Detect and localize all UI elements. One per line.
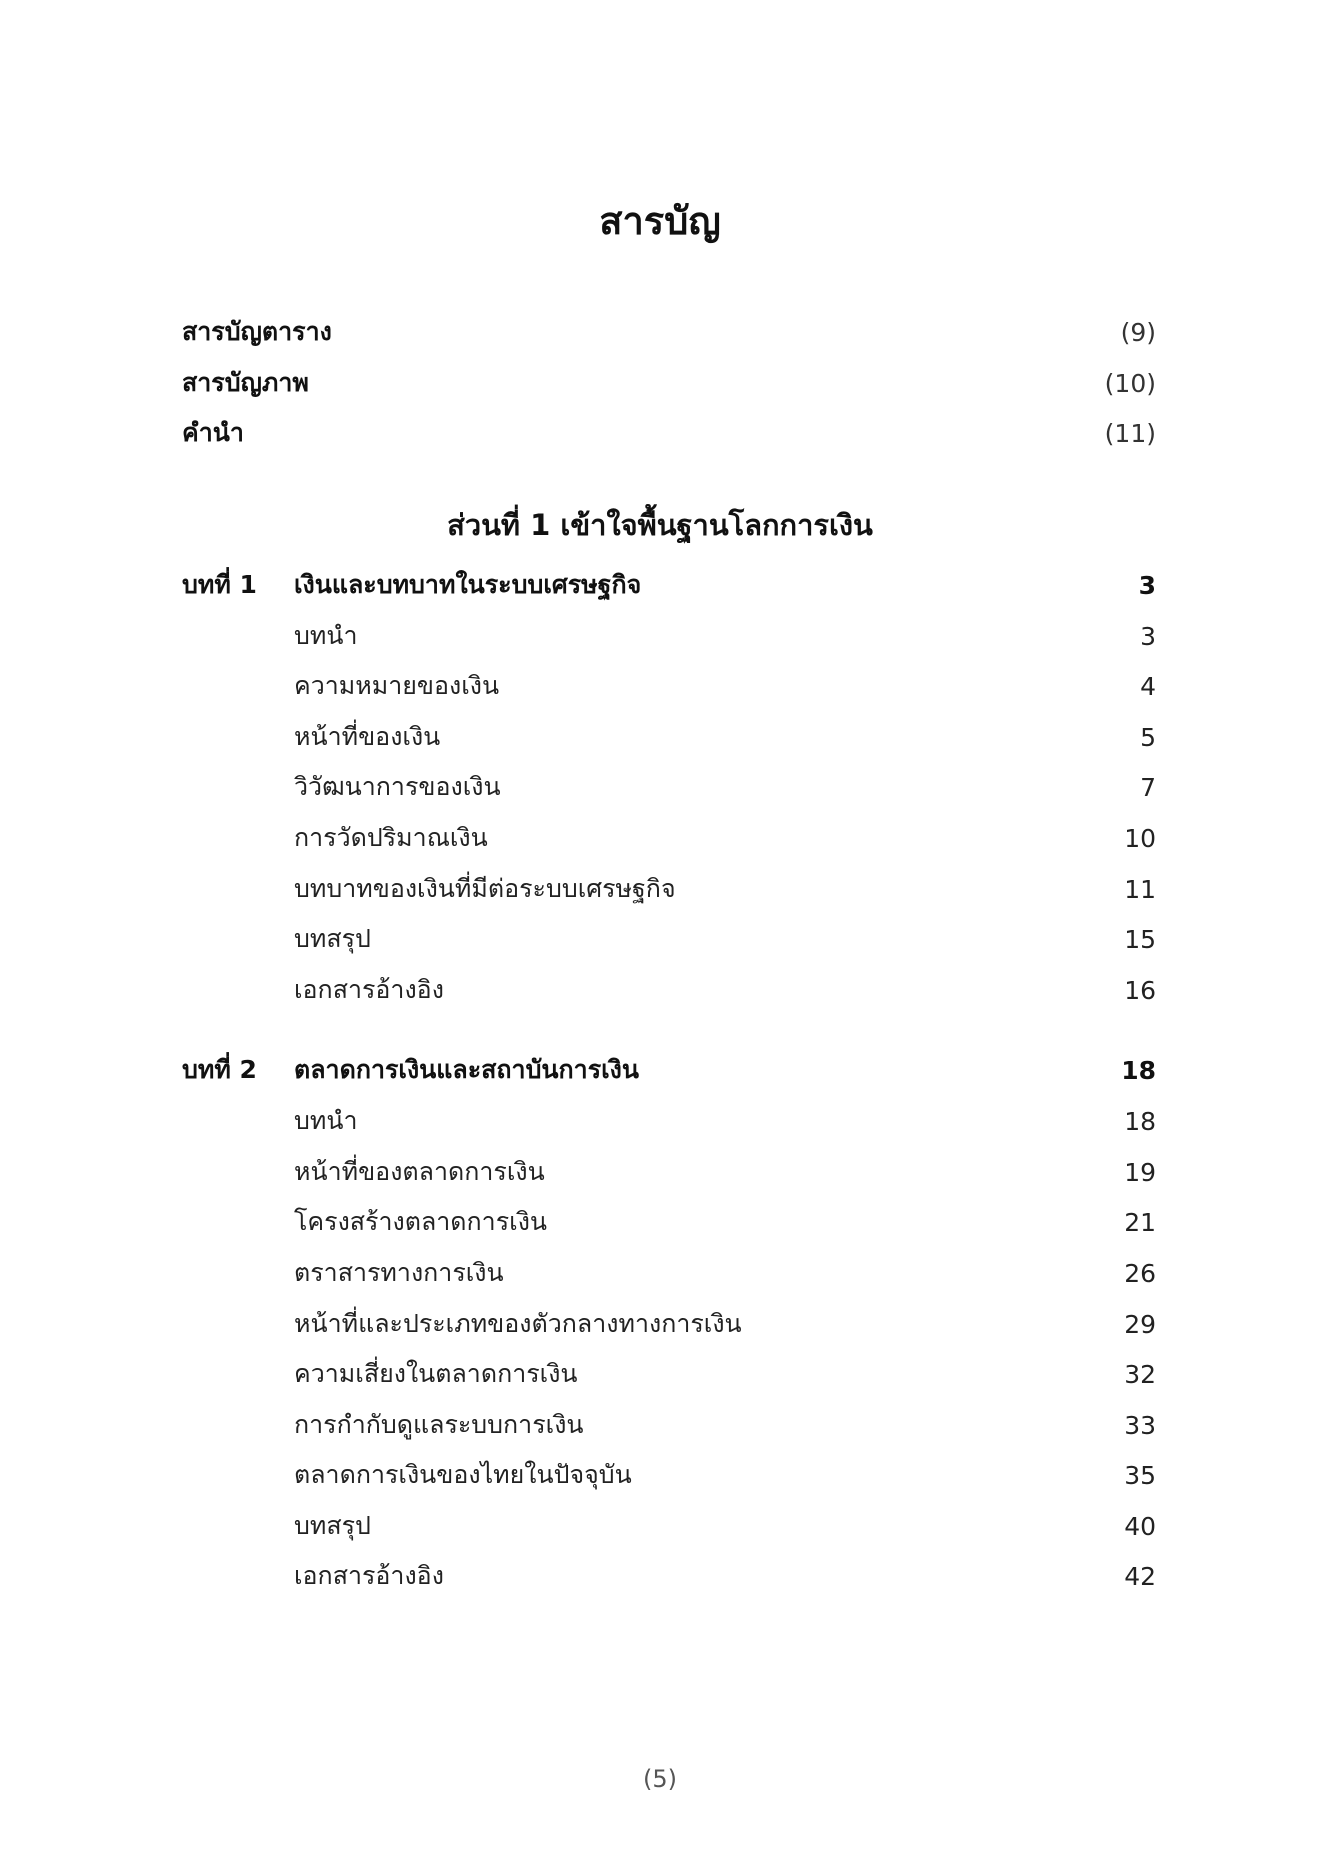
toc-section-page: 40	[1124, 1511, 1156, 1541]
chapter-1-entry[interactable]	[182, 565, 1156, 605]
toc-entry-label: สารบัญภาพ	[182, 368, 309, 397]
toc-section[interactable]	[294, 1506, 1156, 1546]
toc-section-page: 29	[1124, 1309, 1156, 1339]
toc-section-label: ตราสารทางการเงิน	[294, 1258, 504, 1287]
chapter-title: ตลาดการเงินและสถาบันการเงิน	[294, 1055, 639, 1084]
toc-section[interactable]	[294, 616, 1156, 656]
chapter-page: 18	[1121, 1055, 1156, 1085]
toc-section[interactable]	[294, 1354, 1156, 1394]
toc-section-label: เอกสารอ้างอิง	[294, 975, 444, 1004]
toc-section[interactable]	[294, 666, 1156, 706]
toc-section-label: บทสรุป	[294, 1511, 371, 1540]
toc-section-page: 10	[1124, 823, 1156, 853]
toc-section[interactable]	[294, 919, 1156, 959]
toc-entry-figures[interactable]	[182, 363, 1156, 403]
toc-section-label: ความเสี่ยงในตลาดการเงิน	[294, 1359, 578, 1388]
toc-section-page: 42	[1124, 1561, 1156, 1591]
part-heading: ส่วนที่ 1 เข้าใจพื้นฐานโลกการเงิน	[447, 508, 873, 542]
toc-section-label: การกำกับดูแลระบบการเงิน	[294, 1410, 584, 1439]
toc-section[interactable]	[294, 1304, 1156, 1344]
toc-section-page: 21	[1124, 1207, 1156, 1237]
toc-section[interactable]	[294, 1556, 1156, 1596]
toc-section-label: บทสรุป	[294, 924, 371, 953]
toc-section-page: 11	[1124, 874, 1156, 904]
chapter-2-entry[interactable]	[182, 1050, 1156, 1090]
chapter-page: 3	[1138, 570, 1156, 600]
toc-section[interactable]	[294, 1202, 1156, 1242]
toc-entry-page: (9)	[1120, 317, 1156, 347]
toc-entry-label: คำนำ	[182, 418, 244, 447]
toc-entry-tables[interactable]	[182, 312, 1156, 352]
chapter-number: บทที่ 2	[182, 1055, 257, 1084]
toc-section-label: วิวัฒนาการของเงิน	[294, 772, 501, 801]
toc-section[interactable]	[294, 1405, 1156, 1445]
toc-section-label: ความหมายของเงิน	[294, 671, 500, 700]
toc-section-page: 18	[1124, 1106, 1156, 1136]
toc-section-label: เอกสารอ้างอิง	[294, 1561, 444, 1590]
toc-section[interactable]	[294, 767, 1156, 807]
toc-section-page: 35	[1124, 1460, 1156, 1490]
toc-section-page: 16	[1124, 975, 1156, 1005]
toc-section-label: หน้าที่ของตลาดการเงิน	[294, 1157, 545, 1186]
toc-entry-preface[interactable]	[182, 413, 1156, 453]
toc-section-page: 3	[1140, 621, 1156, 651]
toc-section-label: บทนำ	[294, 1106, 358, 1135]
chapter-number: บทที่ 1	[182, 570, 257, 599]
toc-section-page: 15	[1124, 924, 1156, 954]
toc-section-page: 7	[1140, 772, 1156, 802]
toc-section-label: บทบาทของเงินที่มีต่อระบบเศรษฐกิจ	[294, 874, 676, 903]
toc-section-label: โครงสร้างตลาดการเงิน	[294, 1207, 547, 1236]
toc-section[interactable]	[294, 717, 1156, 757]
toc-section-label: หน้าที่และประเภทของตัวกลางทางการเงิน	[294, 1309, 742, 1338]
toc-section[interactable]	[294, 869, 1156, 909]
toc-section[interactable]	[294, 1253, 1156, 1293]
toc-section-label: บทนำ	[294, 621, 358, 650]
toc-section-label: ตลาดการเงินของไทยในปัจจุบัน	[294, 1460, 632, 1489]
toc-entry-label: สารบัญตาราง	[182, 317, 332, 346]
toc-section[interactable]	[294, 970, 1156, 1010]
toc-section-label: การวัดปริมาณเงิน	[294, 823, 488, 852]
toc-entry-page: (10)	[1104, 368, 1156, 398]
toc-section-page: 5	[1140, 722, 1156, 752]
toc-entry-page: (11)	[1104, 418, 1156, 448]
toc-section[interactable]	[294, 1101, 1156, 1141]
toc-section-page: 32	[1124, 1359, 1156, 1389]
toc-section-page: 19	[1124, 1157, 1156, 1187]
toc-section-label: หน้าที่ของเงิน	[294, 722, 441, 751]
page-title: สารบัญ	[599, 199, 721, 243]
page-number-footer: (5)	[643, 1765, 677, 1793]
chapter-title: เงินและบทบาทในระบบเศรษฐกิจ	[294, 570, 642, 599]
toc-section[interactable]	[294, 818, 1156, 858]
toc-section[interactable]	[294, 1455, 1156, 1495]
toc-section-page: 26	[1124, 1258, 1156, 1288]
toc-section[interactable]	[294, 1152, 1156, 1192]
toc-section-page: 4	[1140, 671, 1156, 701]
toc-section-page: 33	[1124, 1410, 1156, 1440]
